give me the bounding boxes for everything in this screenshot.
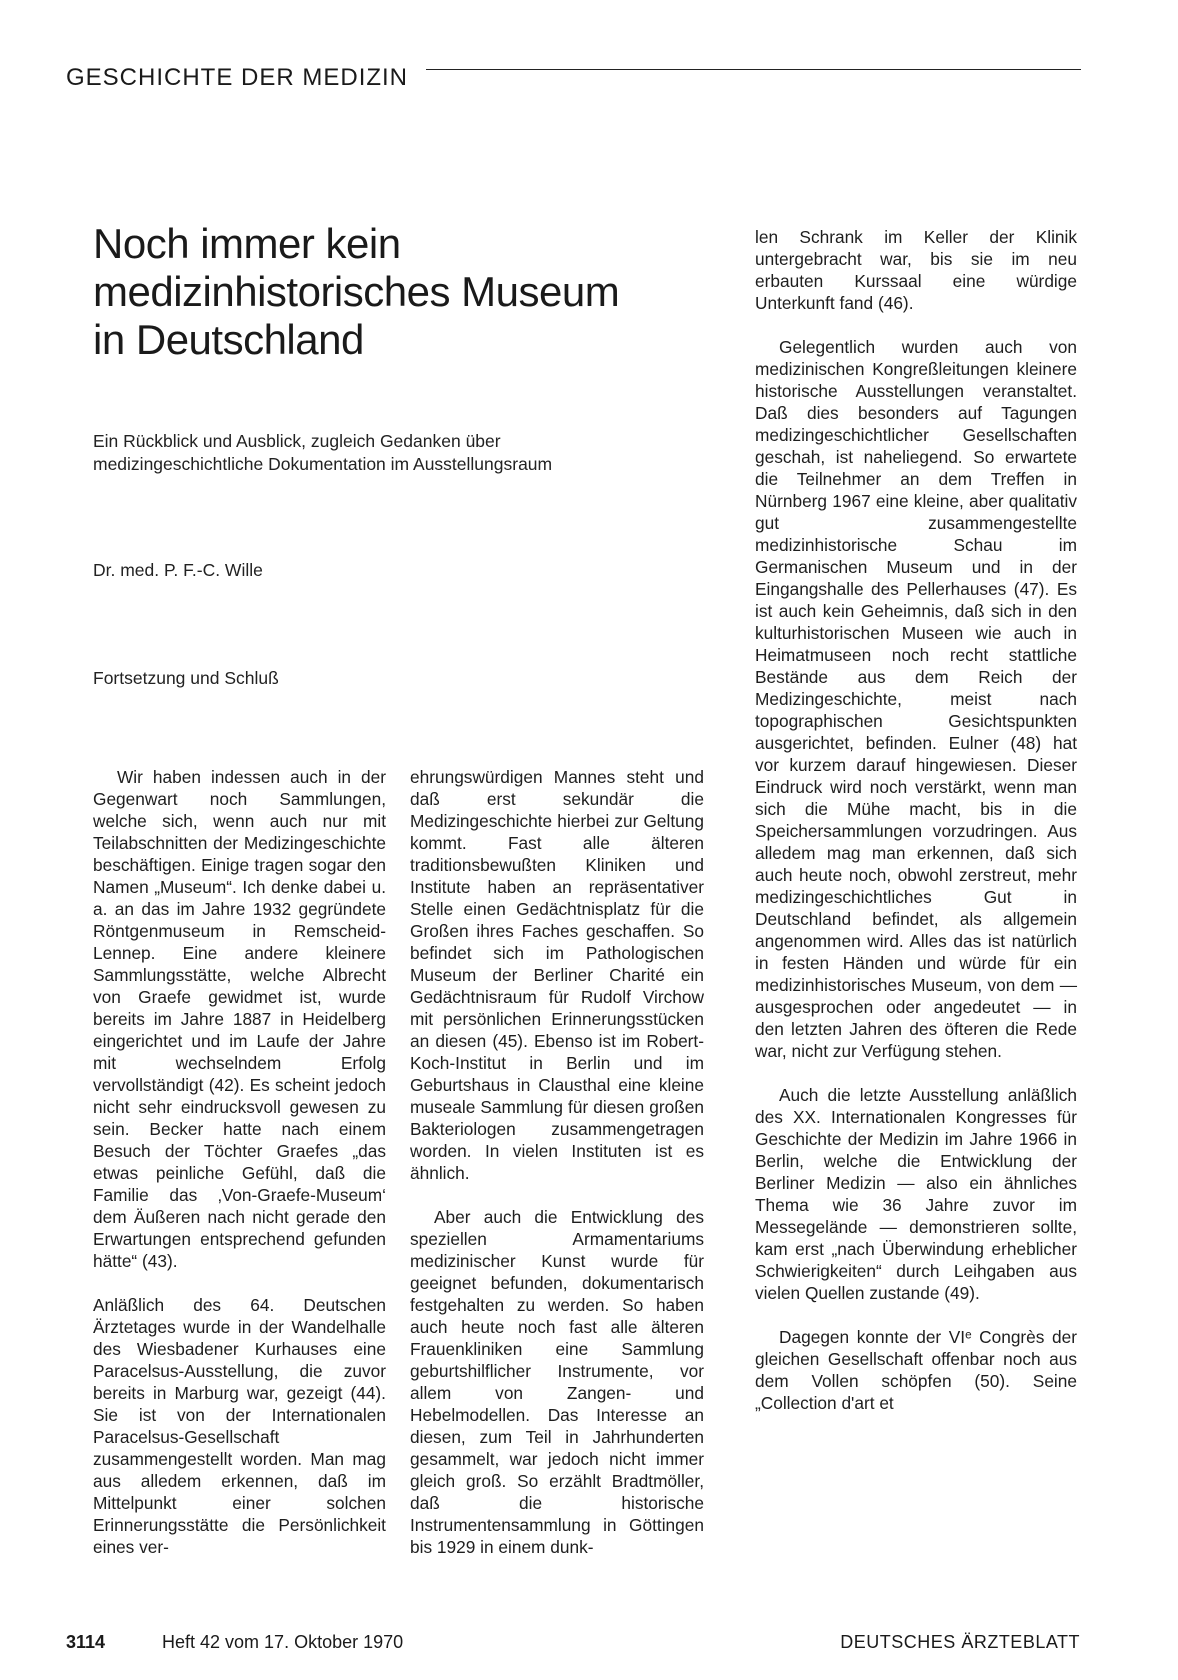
text-column-3 (755, 226, 1077, 1436)
header-rule (426, 69, 1081, 70)
text-column-2 (410, 766, 704, 1580)
issue-info: Heft 42 vom 17. Oktober 1970 (162, 1632, 404, 1652)
journal-name: DEUTSCHES ÄRZTEBLATT (840, 1632, 1080, 1652)
title-line: medizinhistorisches Museum (93, 268, 620, 315)
article-subtitle (93, 430, 723, 476)
paragraph: Gelegentlich wurden auch von medizinischen Kongreßleitungen kleinere historische Ausstellungen veranstaltet. Daß dies besonders auf Tagungen medizingeschichtlicher Gesellschaften geschah, ist naheliegend. So erwartete die Teilnehmer an dem Treffen in Nürnberg 1967 eine kleine, aber qualitativ gut zusammengestellte medizinhistorische Schau im Germanischen Museum und in der Eingangshalle des Pellerhauses (47). Es ist auch kein Geheimnis, daß sich in den kulturhistorischen Museen wie auch in Heimatmuseen noch recht stattliche Bestände aus dem Reich der Medizingeschichte, meist nach topographischen Gesichtspunkten ausgerichtet, befinden. Eulner (48) hat vor kurzem darauf hingewiesen. Dieser Eindruck wird noch verstärkt, wenn man sich die Mühe macht, bis in die Speichersammlungen vorzudringen. Aus alledem mag man erkennen, daß sich auch heute noch, obwohl zerstreut, mehr medizingeschichtliches Gut in Deutschland befindet, als allgemein angenommen wird. Alles das ist natürlich in festen Händen und würde für ein medizinhistorisches Museum, von dem — ausgesprochen oder angedeutet — in den letzten Jahren des öfteren die Rede war, nicht zur Verfügung stehen. (755, 337, 1077, 1061)
paragraph: Wir haben indessen auch in der Gegenwart noch Sammlungen, welche sich, wenn auch nur mit Teilabschnitten der Medizingeschichte beschäftigen. Einige tragen sogar den Namen „Museum“. Ich denke dabei u. a. an das im Jahre 1932 gegründete Röntgenmuseum in Remscheid-Lennep. Eine andere kleinere Sammlungsstätte, welche Albrecht von Graefe gewidmet ist, wurde bereits im Jahre 1887 in Heidelberg eingerichtet und im Laufe der Jahre mit wechselndem Erfolg vervollständigt (42). Es scheint jedoch nicht sehr eindrucksvoll gewesen zu sein. Becker hatte nach einem Besuch der Töchter Graefes „das etwas peinliche Gefühl, daß die Familie das ‚Von-Graefe-Museum‘ dem Äußeren nach nicht gerade den Erwartungen entsprechend gefunden hätte“ (43). (93, 767, 386, 1271)
article-author: Dr. med. P. F.-C. Wille (93, 560, 263, 580)
title-line: in Deutschland (93, 316, 364, 363)
subtitle-line: Ein Rückblick und Ausblick, zugleich Gedanken über (93, 431, 501, 451)
text-column-1 (93, 766, 386, 1580)
paragraph: ehrungswürdigen Mannes steht und daß erst sekundär die Medizingeschichte hierbei zur Geltung kommt. Fast alle älteren traditionsbewußten Kliniken und Institute haben an repräsentativer Stelle einen Gedächtnisplatz für die Großen ihres Faches geschaffen. So befindet sich im Pathologischen Museum der Berliner Charité ein Gedächtnisraum für Rudolf Virchow mit persönlichen Erinnerungsstücken an diesen (45). Ebenso ist im Robert-Koch-Institut in Berlin und im Geburtshaus in Clausthal eine kleine museale Sammlung für diesen großen Bakteriologen zusammengetragen worden. In vielen Instituten ist es ähnlich. (410, 767, 704, 1183)
paragraph: Anläßlich des 64. Deutschen Ärztetages wurde in der Wandelhalle des Wiesbadener Kurhauses eine Paracelsus-Ausstellung, die zuvor bereits in Marburg war, gezeigt (44). Sie ist von der Internationalen Paracelsus-Gesellschaft zusammengestellt worden. Man mag aus alledem erkennen, daß im Mittelpunkt einer solchen Erinnerungsstätte die Persönlichkeit eines ver- (93, 1295, 386, 1557)
section-label: GESCHICHTE DER MEDIZIN (66, 64, 422, 92)
title-line: Noch immer kein (93, 220, 401, 267)
page-number: 3114 (66, 1632, 106, 1652)
section-header (66, 64, 1081, 104)
article-title (93, 220, 733, 364)
paragraph: len Schrank im Keller der Klinik untergebracht war, bis sie im neu erbauten Kurssaal eine würdige Unterkunft fand (46). (755, 227, 1077, 313)
paragraph: Dagegen konnte der VIᵉ Congrès der gleichen Gesellschaft offenbar noch aus dem Vollen schöpfen (50). Seine „Collection d'art et (755, 1327, 1077, 1413)
continuation-note: Fortsetzung und Schluß (93, 668, 279, 688)
subtitle-line: medizingeschichtliche Dokumentation im Ausstellungsraum (93, 454, 553, 474)
paragraph: Aber auch die Entwicklung des speziellen Armamentariums medizinischer Kunst wurde für geeignet befunden, dokumentarisch festgehalten zu werden. So haben auch heute noch fast alle älteren Frauenkliniken eine Sammlung geburtshilflicher Instrumente, vor allem von Zangen- und Hebelmodellen. Das Interesse an diesen, zum Teil in Jahrhunderten gesammelt, war jedoch nicht immer gleich groß. So erzählt Bradtmöller, daß die historische Instrumentensammlung in Göttingen bis 1929 in einem dunk- (410, 1207, 704, 1557)
paragraph: Auch die letzte Ausstellung anläßlich des XX. Internationalen Kongresses für Geschichte der Medizin im Jahre 1966 in Berlin, welche die Entwicklung der Berliner Medizin — also ein ähnliches Thema wie 36 Jahre zuvor im Messegelände — demonstrieren sollte, kam erst „nach Überwindung erheblicher Schwierigkeiten“ durch Leihgaben aus vielen Quellen zustande (49). (755, 1085, 1077, 1303)
